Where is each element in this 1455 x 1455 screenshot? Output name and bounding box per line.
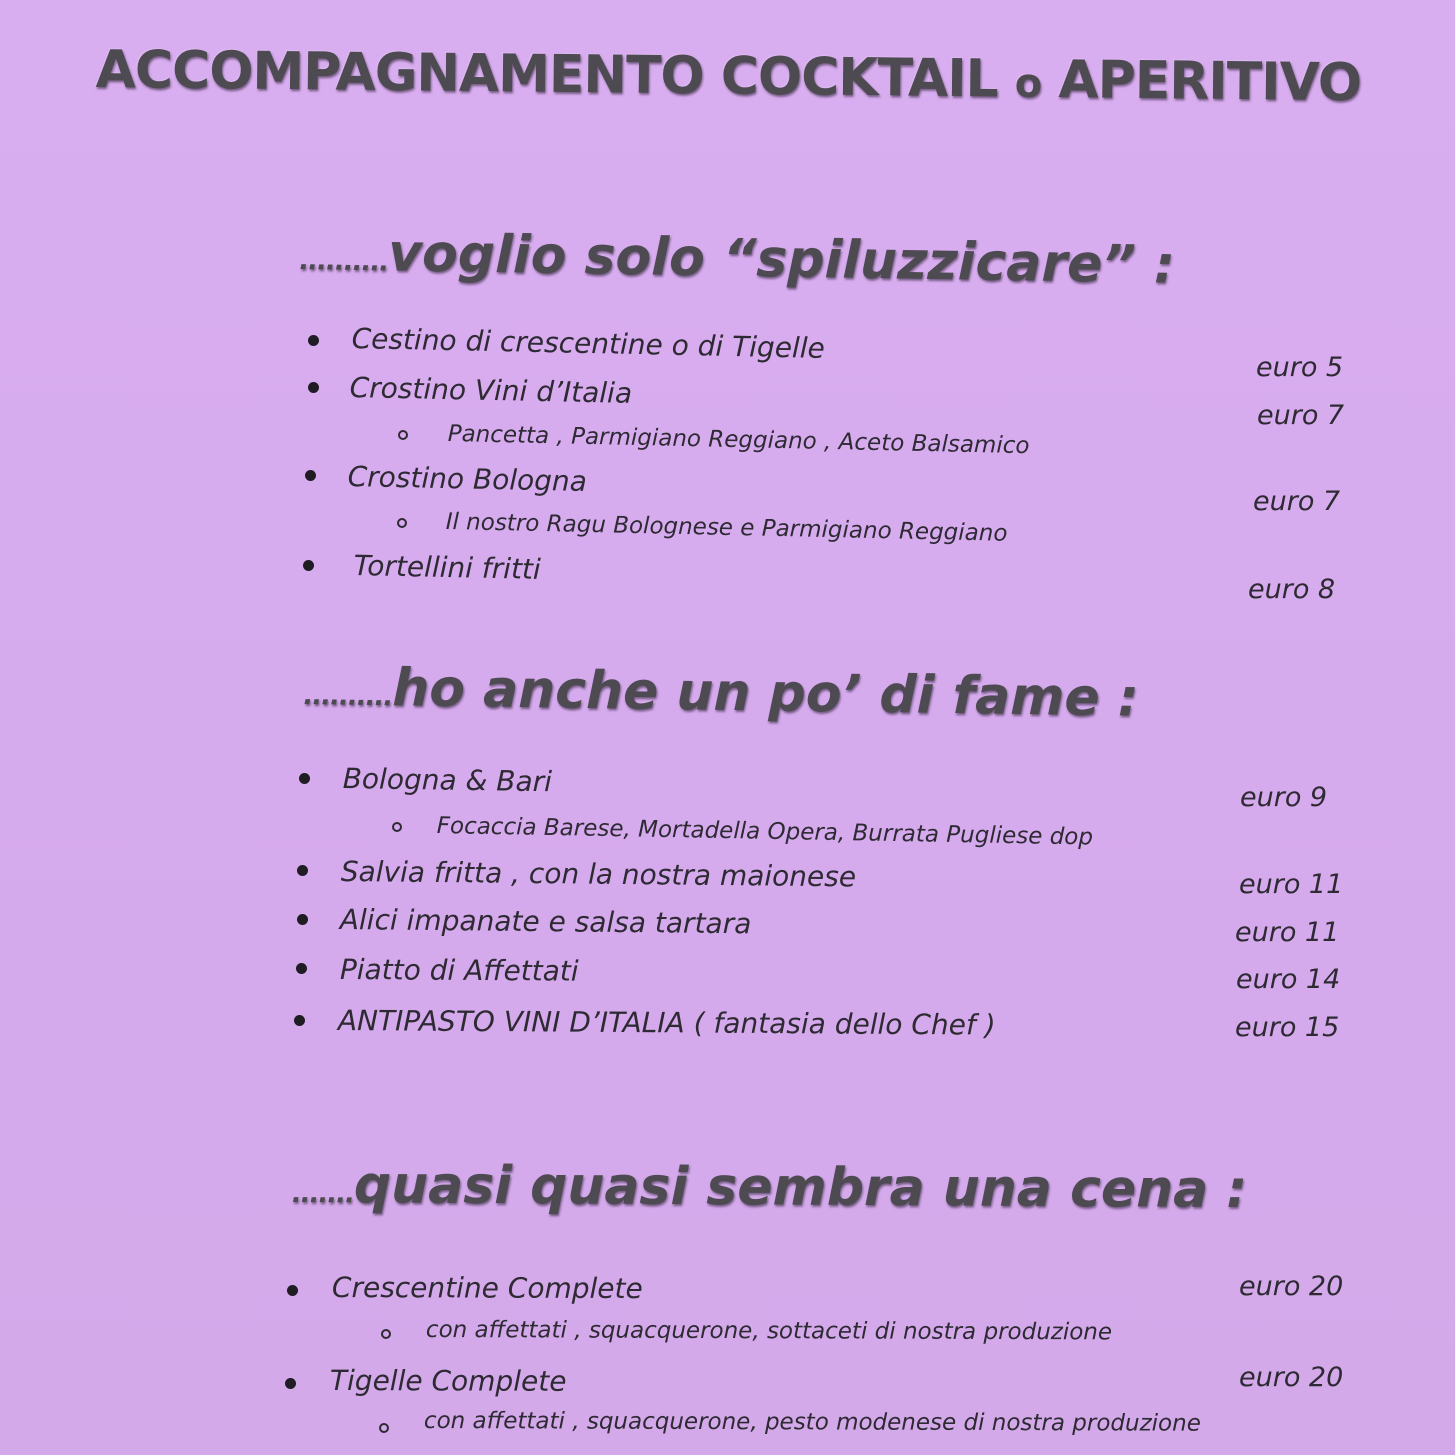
menu-item-price: euro 5 (1256, 352, 1344, 383)
menu-title (95, 40, 1361, 113)
menu-item-name: Crostino Vini d’Italia (349, 371, 633, 410)
bullet-icon (285, 1378, 296, 1389)
menu-item-detail: Focaccia Barese, Mortadella Opera, Burrata Pugliese dop (436, 813, 1094, 851)
menu-item-name: Bologna & Bari (342, 762, 553, 799)
heading-text: quasi quasi sembra una cena : (353, 1155, 1248, 1221)
menu-title-end: APERITIVO (1058, 50, 1362, 114)
menu-item-price: euro 15 (1235, 1012, 1340, 1043)
menu-item-name: Crostino Bologna (347, 460, 588, 499)
sub-bullet-icon (381, 1329, 391, 1339)
bullet-icon (308, 335, 319, 346)
menu-item-name: Tortellini fritti (353, 549, 542, 586)
menu-item-detail: Il nostro Ragu Bolognese e Parmigiano Reggiano (445, 509, 1008, 547)
bullet-icon (308, 382, 319, 393)
menu-item-detail: con affettati , squacquerone, pesto modenese di nostra produzione (423, 1408, 1201, 1437)
menu-item-name: Tigelle Complete (329, 1364, 567, 1398)
sub-bullet-icon (392, 822, 402, 832)
bullet-icon (296, 963, 307, 974)
menu-item-price: euro 11 (1235, 917, 1340, 948)
menu-item-price: euro 7 (1253, 486, 1341, 517)
sub-bullet-icon (379, 1423, 389, 1433)
sub-bullet-icon (397, 518, 407, 528)
menu-item-name: ANTIPASTO VINI D’ITALIA ( fantasia dello Chef ) (337, 1004, 996, 1042)
bullet-icon (303, 560, 314, 571)
section-heading-spiluzzicare (299, 222, 1175, 296)
bullet-icon (305, 470, 316, 481)
section-heading-fame (303, 657, 1139, 729)
heading-dots: .......... (299, 245, 389, 278)
menu-item-price: euro 7 (1257, 400, 1345, 431)
bullet-icon (299, 773, 310, 784)
menu-item-price: euro 11 (1239, 869, 1344, 900)
menu-item-price: euro 9 (1240, 782, 1328, 813)
bullet-icon (297, 914, 308, 925)
menu-item-name: Salvia fritta , con la nostra maionese (340, 855, 857, 894)
sub-bullet-icon (398, 430, 408, 440)
menu-item-name: Piatto di Affettati (339, 953, 579, 988)
heading-text: voglio solo “spiluzzicare” : (387, 223, 1176, 296)
menu-item-name: Alici impanate e salsa tartara (339, 903, 752, 941)
menu-item-price: euro 20 (1239, 1271, 1344, 1302)
heading-dots: .......... (303, 680, 393, 713)
bullet-icon (297, 865, 308, 876)
bullet-icon (294, 1015, 305, 1026)
menu-title-main: ACCOMPAGNAMENTO COCKTAIL (95, 40, 999, 110)
heading-dots: ....... (291, 1178, 355, 1210)
bullet-icon (287, 1285, 298, 1296)
menu-item-price: euro 14 (1236, 964, 1341, 995)
menu-item-detail: con affettati , squacquerone, sottaceti di nostra produzione (425, 1317, 1113, 1346)
menu-item-price: euro 8 (1248, 574, 1336, 605)
menu-item-name: Crescentine Complete (331, 1271, 643, 1306)
menu-item-detail: Pancetta , Parmigiano Reggiano , Aceto Balsamico (447, 421, 1030, 460)
menu-title-connector: o (1014, 60, 1042, 107)
heading-text: ho anche un po’ di fame : (391, 658, 1140, 729)
section-heading-cena (292, 1155, 1248, 1220)
menu-item-price: euro 20 (1239, 1362, 1344, 1393)
menu-item-name: Cestino di crescentine o di Tigelle (351, 322, 826, 365)
